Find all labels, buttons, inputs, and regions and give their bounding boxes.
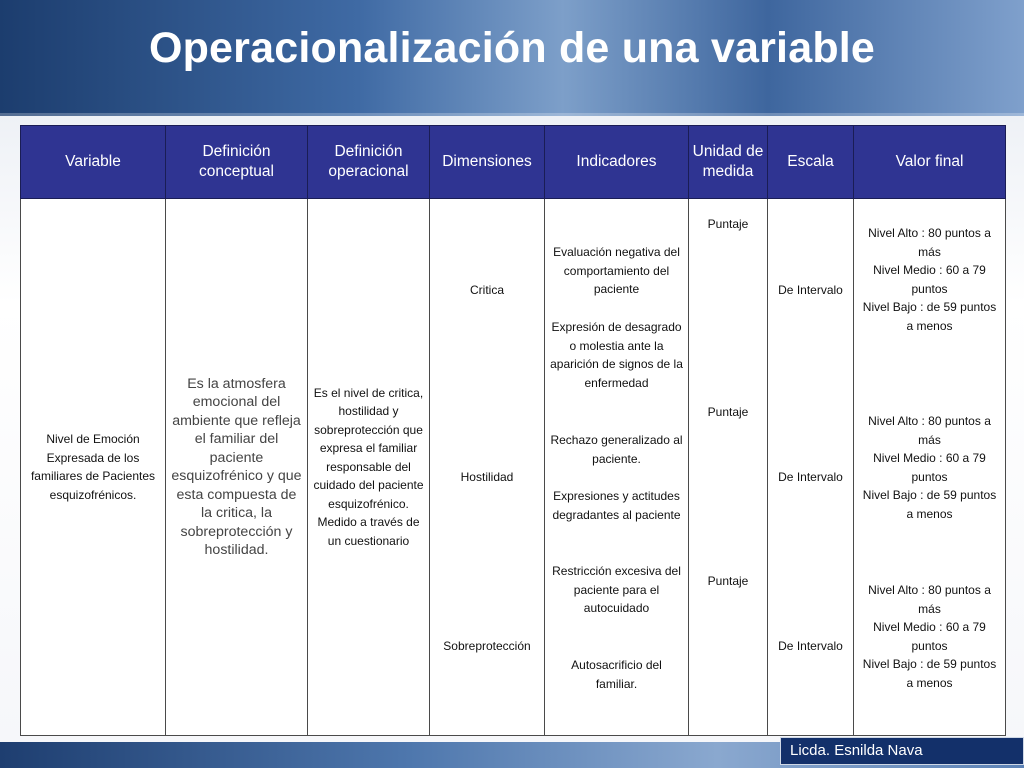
valor-final-block [854, 581, 1005, 692]
dimension-sobreproteccion: Sobreprotección [443, 639, 531, 653]
unidad-item: Puntaje [707, 217, 749, 231]
header-valor-final: Valor final [854, 126, 1006, 199]
table-row [21, 199, 1006, 736]
cell-dimensiones [430, 199, 545, 736]
header-dimensiones: Dimensiones [430, 126, 545, 199]
author-label: Licda. Esnilda Nava [780, 737, 1024, 765]
table-header-row [21, 126, 1006, 199]
indicador-item: Expresiones y actitudes degradantes al paciente [552, 489, 681, 522]
valor-medio: Nivel Medio : 60 a 79 puntos [873, 263, 986, 296]
header-definicion-conceptual: Definición conceptual [166, 126, 308, 199]
variable-text: Nivel de Emoción Expresada de los familiares de Pacientes esquizofrénicos. [30, 432, 156, 502]
header-unidad-de-medida: Unidad de medida [689, 126, 768, 199]
cell-variable [21, 199, 166, 736]
slide-title: Operacionalización de una variable [148, 24, 876, 72]
unidad-item: Puntaje [707, 574, 749, 588]
cell-valor-final [854, 199, 1006, 736]
indicador-item: Rechazo generalizado al paciente. [550, 433, 683, 466]
cell-indicadores [545, 199, 689, 736]
header-indicadores: Indicadores [545, 126, 689, 199]
cell-unidad-de-medida [689, 199, 768, 736]
valor-alto: Nivel Alto : 80 puntos a más [868, 226, 991, 259]
indicador-item: Restricción excesiva del paciente para el autocuidado [552, 564, 681, 615]
cell-escala [768, 199, 854, 736]
valor-alto: Nivel Alto : 80 puntos a más [868, 583, 991, 616]
escala-item: De Intervalo [778, 639, 843, 653]
operationalization-table [20, 125, 1006, 736]
header-escala: Escala [768, 126, 854, 199]
valor-bajo: Nivel Bajo : de 59 puntos a menos [862, 488, 997, 521]
escala-item: De Intervalo [778, 470, 843, 484]
valor-final-block [854, 412, 1005, 523]
dimension-hostilidad: Hostilidad [460, 470, 514, 484]
definicion-operacional-text: Es el nivel de critica, hostilidad y sobreprotección que expresa el familiar responsable del cuidado del paciente esquizofrénico. Medido a través de un cuestionario [313, 385, 424, 548]
dimension-critica: Critica [469, 283, 504, 297]
unidad-item: Puntaje [707, 405, 749, 419]
header-definicion-operacional: Definición operacional [308, 126, 430, 199]
indicador-item: Expresión de desagrado o molestia ante la aparición de signos de la enfermedad [550, 320, 683, 390]
indicador-item: Evaluación negativa del comportamiento del paciente [553, 245, 680, 296]
valor-alto: Nivel Alto : 80 puntos a más [868, 414, 991, 447]
valor-bajo: Nivel Bajo : de 59 puntos a menos [862, 300, 997, 333]
escala-item: De Intervalo [778, 283, 843, 297]
valor-medio: Nivel Medio : 60 a 79 puntos [873, 451, 986, 484]
valor-final-block [854, 224, 1005, 335]
indicador-item: Autosacrificio del familiar. [571, 658, 662, 691]
cell-definicion-conceptual [166, 199, 308, 736]
definicion-conceptual-text: Es la atmosfera emocional del ambiente que refleja el familiar del paciente esquizofrénico y que esta compuesta de la critica, la sobreprotección y hostilidad. [171, 375, 302, 558]
header-variable: Variable [21, 126, 166, 199]
cell-definicion-operacional [308, 199, 430, 736]
valor-medio: Nivel Medio : 60 a 79 puntos [873, 620, 986, 653]
valor-bajo: Nivel Bajo : de 59 puntos a menos [862, 657, 997, 690]
